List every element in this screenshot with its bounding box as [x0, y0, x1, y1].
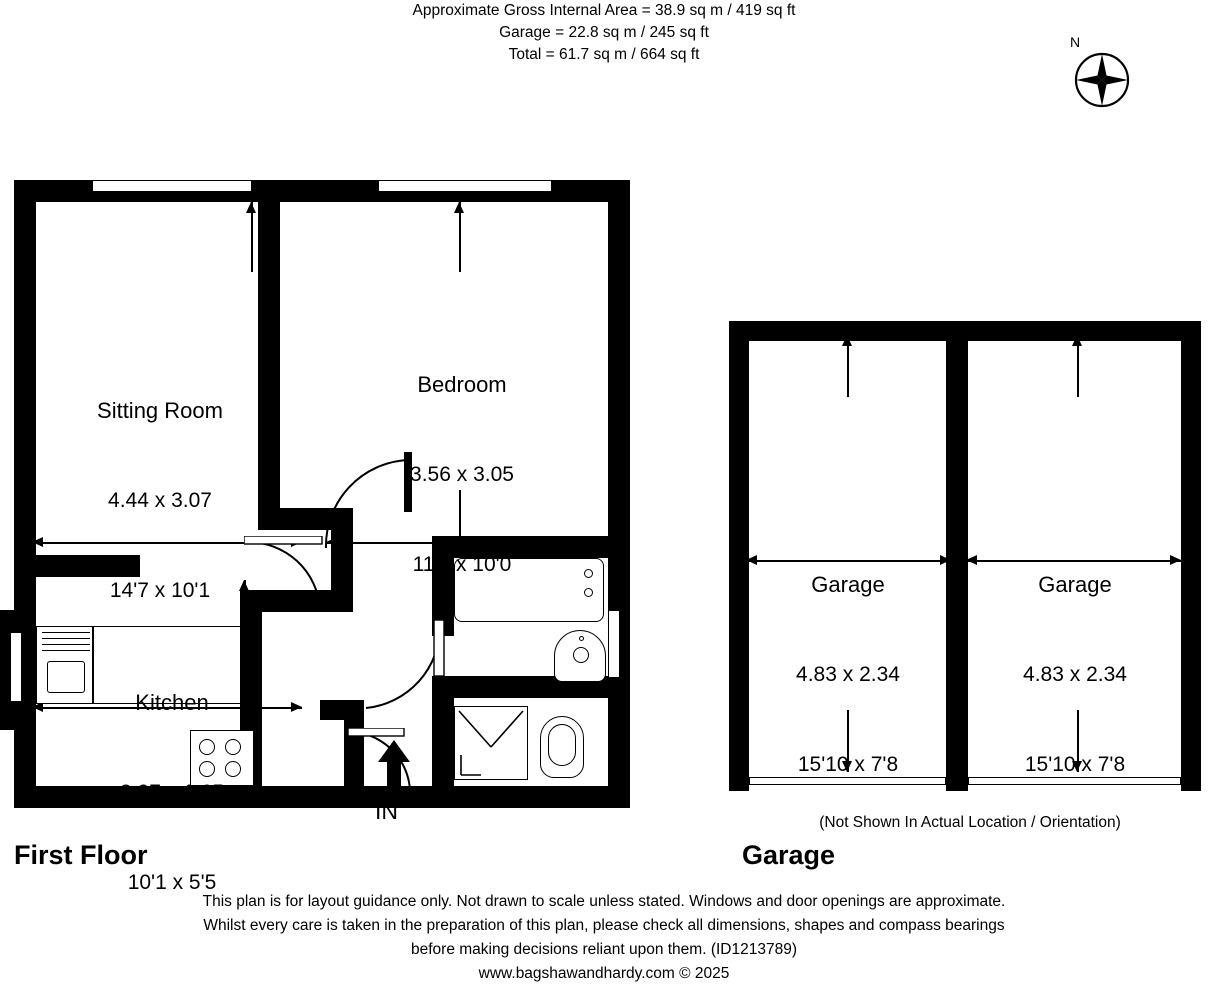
room-label-bedroom: [340, 310, 584, 640]
shower-tray: [454, 706, 528, 780]
garage-plan: [720, 310, 1208, 800]
sitting-room-imperial: 14'7 x 10'1: [109, 579, 211, 602]
garage-orientation-note: (Not Shown In Actual Location / Orientation): [819, 814, 1121, 831]
garage-left-name: Garage: [811, 572, 885, 597]
website-copyright: www.bagshawandhardy.com © 2025: [478, 965, 730, 982]
entrance-arrow-icon: [372, 738, 416, 800]
sitting-room-metric: 4.44 x 3.07: [108, 489, 212, 512]
disclaimer-line-2: Whilst every care is taken in the preparation of this plan, please check all dimensions, shapes and compass bearings: [203, 917, 1005, 934]
dimension-arrow-garage-right-height-top: [1070, 335, 1084, 397]
garage-right-metric: 4.83 x 2.34: [1023, 663, 1127, 686]
garage-wall-bottom-right-stub: [1181, 771, 1201, 791]
kitchen-imperial: 10'1 x 5'5: [127, 871, 217, 894]
room-label-garage-left: [749, 510, 947, 840]
bath-tap-icon: [584, 569, 593, 578]
room-label-garage-right: [969, 510, 1181, 840]
garage-area-line: Garage = 22.8 sq m / 245 sq ft: [499, 24, 709, 41]
room-label-sitting-room: [40, 336, 280, 666]
wall-left-upper: [14, 180, 36, 562]
wall-kitchen-left-upper: [14, 555, 36, 610]
garage-left-metric: 4.83 x 2.34: [796, 663, 900, 686]
gross-internal-area-line: Approximate Gross Internal Area = 38.9 sq m / 419 sq ft: [412, 2, 796, 19]
garage-wall-bottom-left-stub: [729, 771, 749, 791]
compass-north-label: N: [1070, 34, 1081, 50]
kitchen-name: Kitchen: [135, 690, 209, 715]
compass-icon: [1062, 38, 1142, 118]
window-bathroom: [608, 610, 620, 678]
kitchen-metric: 3.07 x 1.65: [120, 781, 224, 804]
entrance-label: IN: [375, 798, 398, 824]
toilet: [540, 716, 584, 778]
window-sitting-room: [92, 180, 252, 192]
bedroom-metric: 3.56 x 3.05: [410, 463, 514, 486]
garage-right-imperial: 15'10 x 7'8: [1024, 753, 1126, 776]
garage-left-imperial: 15'10 x 7'8: [797, 753, 899, 776]
wall-right: [608, 180, 630, 808]
bedroom-name: Bedroom: [417, 372, 507, 397]
first-floor-title: First Floor: [14, 840, 148, 870]
garage-title: Garage: [742, 840, 836, 870]
disclaimer-line-1: This plan is for layout guidance only. Not drawn to scale unless stated. Windows and door openings are approximate.: [202, 893, 1006, 910]
bedroom-imperial: 11'8 x 10'0: [412, 553, 512, 576]
sitting-room-name: Sitting Room: [97, 398, 223, 423]
disclaimer: [0, 890, 1208, 986]
dimension-arrow-bedroom-height-top: [452, 202, 466, 272]
window-bedroom: [378, 180, 552, 192]
disclaimer-line-3: before making decisions reliant upon them. (ID1213789): [410, 941, 797, 958]
window-kitchen: [10, 632, 22, 702]
dimension-arrow-sitting-room-height: [244, 202, 258, 272]
compass-rose: [1062, 34, 1142, 118]
dimension-arrow-garage-left-height-top: [840, 335, 854, 397]
garage-right-name: Garage: [1038, 572, 1112, 597]
bath-plug-icon: [584, 588, 593, 597]
area-summary: [0, 0, 1208, 66]
garage-wall-right: [1181, 321, 1201, 791]
total-area-line: Total = 61.7 sq m / 664 sq ft: [508, 46, 700, 63]
